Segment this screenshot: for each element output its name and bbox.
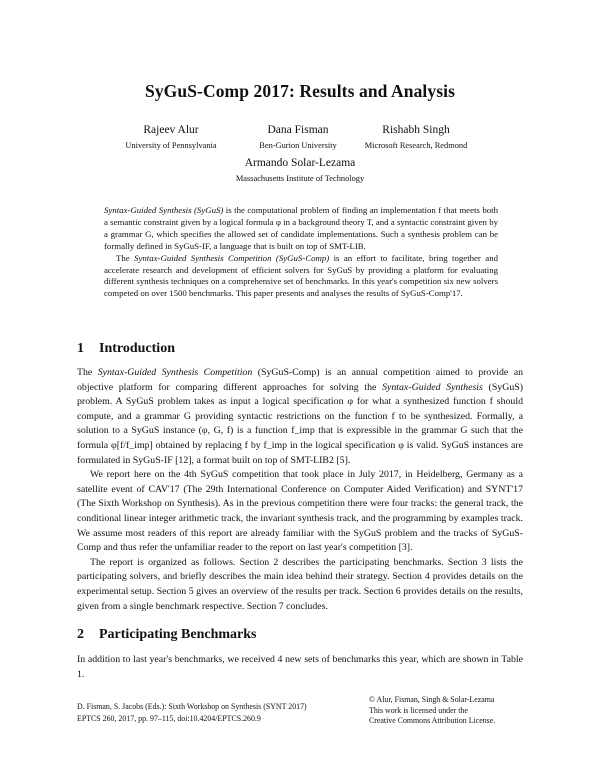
author-affiliation: University of Pennsylvania bbox=[125, 141, 217, 150]
footer-copyright: © Alur, Fisman, Singh & Solar-Lezama bbox=[369, 695, 495, 704]
abstract-text: is an effort to facilitate, bring together and accelerate research and development of efficient solvers for SyGuS by providing a platform for evaluating different synthesis techniques on a comprehensive set of benchmarks. In this year's competition six new solvers competed on over 1500 benchmarks. This paper presents and analyses the results of SyGuS-Comp'17. bbox=[104, 252, 498, 299]
body-paragraph: In addition to last year's benchmarks, we received 4 new sets of benchmarks this year, which are shown in Table 1. bbox=[77, 654, 523, 680]
body-text: (SyGuS) problem. A SyGuS problem takes as input a logical specification φ for what a synthesized function f should compute, and a grammar G providing syntactic restrictions on the function f to be synthesized. Formally, a solution to a SyGuS instance (φ, G, f) is a function f_imp that is expressible in the grammar G such that the formula φ[f/f_imp] obtained by replacing f by f_imp in the logical specification φ is valid. SyGuS instances are formulated in SyGuS-IF [12], a format built on top of SMT-LIB2 [5]. bbox=[77, 381, 524, 466]
section-heading bbox=[77, 627, 257, 643]
abstract-paragraph bbox=[104, 253, 498, 301]
body-term: Syntax-Guided Synthesis Competition bbox=[97, 367, 253, 378]
abstract bbox=[104, 205, 498, 300]
footer-eptcs: EPTCS 260, 2017, pp. 97–115, doi:10.4204/EPTCS.260.9 bbox=[77, 713, 261, 723]
body-term: Syntax-Guided Synthesis bbox=[382, 381, 483, 393]
publication-footer bbox=[77, 701, 307, 724]
footer-license: This work is licensed under the bbox=[369, 705, 468, 715]
body-paragraph: The report is organized as follows. Section 2 describes the participating benchmarks. Section 3 lists the participating solvers, and briefly describes the main idea behind their strategy. Section 4 provides details on the experimental setup. Section 5 gives an overview of the results per track. Section 6 provides details on the results, given from a single benchmark respective. Section 7 concludes. bbox=[77, 556, 523, 612]
author-affiliation: Massachusetts Institute of Technology bbox=[235, 174, 365, 183]
author-block bbox=[200, 157, 400, 183]
footer-license-link[interactable]: Creative Commons Attribution License. bbox=[369, 716, 496, 725]
license-footer bbox=[369, 695, 495, 727]
footer-editors: D. Fisman, S. Jacobs (Eds.): Sixth Workshop on Synthesis (SYNT 2017) bbox=[77, 702, 307, 711]
body-paragraph bbox=[77, 366, 523, 468]
section-heading bbox=[77, 341, 175, 357]
body-text: The bbox=[77, 367, 98, 378]
section-title: Introduction bbox=[99, 341, 175, 356]
author-name: Rishabh Singh bbox=[382, 124, 450, 136]
author-name: Dana Fisman bbox=[267, 124, 329, 136]
abstract-term: Syntax-Guided Synthesis (SyGuS) bbox=[104, 205, 224, 215]
abstract-paragraph bbox=[104, 205, 498, 253]
author-affiliation: Ben-Gurion University bbox=[259, 141, 337, 150]
author-block bbox=[316, 124, 516, 150]
body-paragraph: We report here on the 4th SyGuS competition that took place in July 2017, in Heidelberg, Germany as a satellite event of CAV'17 (The 29th International Conference on Computer Aided Verification) and SYNT'17 (The Sixth Workshop on Synthesis). As in the previous competition there were four tracks: the general track, the conditional linear integer arithmetic track, the invariant synthesis track, and the programming by examples track. We assume most readers of this report are already familiar with the SyGuS problem and the tracks of SyGuS-Comp and thus refer the unfamiliar reader to the report on last year's competition [3]. bbox=[77, 469, 523, 554]
section-number: 1 bbox=[77, 341, 84, 356]
author-affiliation: Microsoft Research, Redmond bbox=[364, 141, 468, 150]
section-title: Participating Benchmarks bbox=[99, 627, 257, 642]
paper-title: SyGuS-Comp 2017: Results and Analysis bbox=[144, 81, 456, 101]
author-name: Rajeev Alur bbox=[143, 124, 199, 136]
abstract-text: is the computational problem of finding an implementation f that meets both a semantic constraint given by a logical formula φ in a background theory T, and a syntactic constraint given by a grammar G, which specifies the allowed set of candidate implementations. Such a synthesis problem can be formally defined in SyGuS-IF, a language that is built on top of SMT-LIB. bbox=[104, 205, 498, 251]
abstract-term: Syntax-Guided Synthesis Competition (SyGuS-Comp) bbox=[134, 252, 330, 263]
author-name: Armando Solar-Lezama bbox=[244, 157, 356, 169]
benchmarks-body bbox=[77, 653, 523, 682]
body-text: (SyGuS-Comp) is an annual competition aimed to provide an objective platform for comparing different approaches for solving the bbox=[77, 367, 524, 393]
abstract-text: The bbox=[116, 252, 135, 263]
introduction-body bbox=[77, 366, 523, 614]
section-number: 2 bbox=[77, 627, 84, 642]
